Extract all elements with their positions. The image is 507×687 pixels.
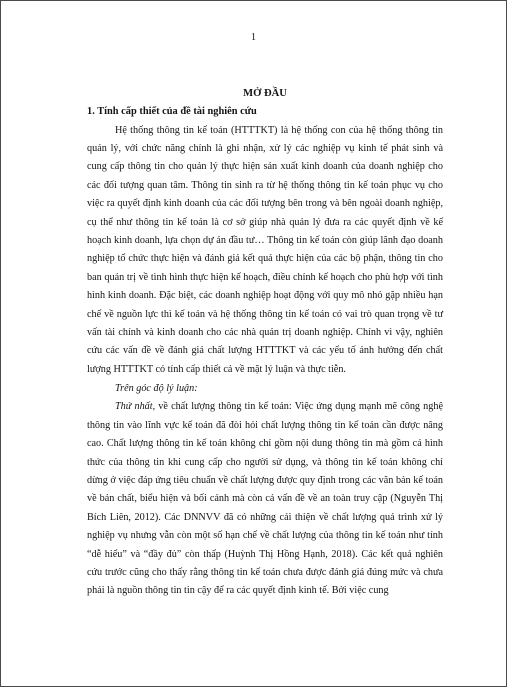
- paragraph-1: Hệ thống thông tin kế toán (HTTTKT) là hệ thống con của hệ thống thông tin quản lý, với chức năng chính là ghi nhận, xử lý các nghiệp vụ kinh tế phát sinh và cung cấp thông tin cho quản lý thực hiện sản xuất kinh doanh của doanh nghiệp cho các đối tượng quan tâm. Thông tin sinh ra từ hệ thống thông tin kế toán phục vụ cho việc ra quyết định kinh doanh của các đối tượng bên trong và bên ngoài doanh nghiệp, cụ thể như thông tin kế toán là cơ sở giúp nhà quản lý đưa ra các quyết định về kế hoạch kinh doanh, lựa chọn dự án đầu tư… Thông tin kế toán còn giúp lãnh đạo doanh nghiệp tổ chức thực hiện và đánh giá kết quả thực hiện của các bộ phận, thông tin cho ban quản trị về tình hình thực hiện kế hoạch, điều chỉnh kế hoạch cho phù hợp với tình hình kinh doanh. Đặc biệt, các doanh nghiệp hoạt động với quy mô nhỏ gặp nhiều hạn chế về nguồn lực thì kế toán và hệ thống thông tin kế toán có vai trò quan trọng về tư vấn tài chính và kinh doanh cho các nhà quản trị doanh nghiệp. Chính vì vậy, nghiên cứu các vấn đề về đánh giá chất lượng HTTTKT và các yếu tố ảnh hưởng đến chất lượng HTTTKT có tính cấp thiết cả về mặt lý luận và thực tiễn.: [87, 124, 443, 375]
- paragraph-2-body: về chất lượng thông tin kế toán: Việc ứng dụng mạnh mẽ công nghệ thông tin vào lĩnh vực kế toán đã đòi hỏi chất lượng thông tin kế toán cần được nâng cao. Chất lượng thông tin kế toán không chỉ gồm nội dung thông tin mà gồm cả hình thức của thông tin khi cung cấp cho người sử dụng, và thông tin kế toán không chỉ dừng ở việc đáp ứng tiêu chuẩn về chất lượng được quy định trong các văn bản kế toán về bản chất, biểu hiện và bối cảnh mà còn cả vấn đề về an toàn truy cập (Nguyễn Thị Bích Liên, 2012). Các DNNVV đã có những cải thiện về chất lượng quá trình xử lý nghiệp vụ nhưng vẫn còn một số hạn chế về chất lượng của thông tin kế toán như tính “dễ hiểu” và “đầy đủ” còn thấp (Huỳnh Thị Hồng Hạnh, 2018). Các kết quả nghiên cứu trước cũng cho thấy rằng thông tin kế toán chưa được đánh giá đúng mức và chưa phải là nguồn thông tin tin cậy để ra các quyết định kinh tế. Bởi việc cung: [87, 401, 443, 597]
- paragraph-2-lead: Thứ nhất,: [115, 401, 156, 413]
- page-content: [87, 85, 443, 601]
- section-heading: 1. Tính cấp thiết của đề tài nghiên cứu: [87, 106, 257, 117]
- page-number: 1: [251, 32, 256, 43]
- paragraph-2: [87, 398, 443, 600]
- chapter-title: MỞ ĐẦU: [243, 88, 287, 99]
- subheading-theory: Trên góc độ lý luận:: [115, 383, 198, 395]
